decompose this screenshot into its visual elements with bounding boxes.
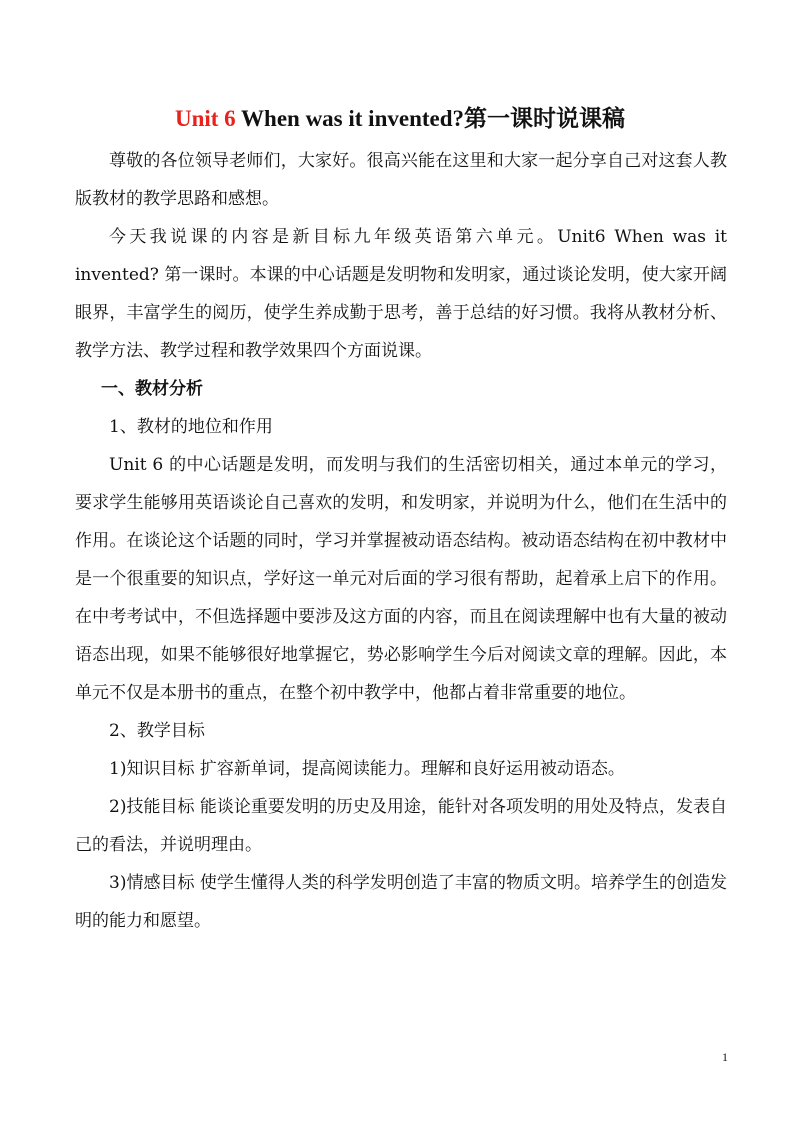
paragraph-position-role: Unit 6 的中心话题是发明，而发明与我们的生活密切相关，通过本单元的学习，要求学生能够用英语谈论自己喜欢的发明，和发明家，并说明为什么，他们在生活中的作用。在谈论这个话题的同时，学习并掌握被动语态结构。被动语态结构在初中教材中是一个很重要的知识点，学好这一单元对后面的学习很有帮助，起着承上启下的作用。在中考考试中，不但选择题中要涉及这方面的内容，而且在阅读理解中也有大量的被动语态出现，如果不能够很好地掌握它，势必影响学生今后对阅读文章的理解。因此，本单元不仅是本册书的重点，在整个初中教学中，他都占着非常重要的地位。 bbox=[75, 455, 727, 703]
subheading-teaching-goals: 2、教学目标 bbox=[109, 721, 205, 741]
subheading-position-role: 1、教材的地位和作用 bbox=[109, 417, 273, 437]
paragraph-greeting: 尊敬的各位领导老师们，大家好。很高兴能在这里和大家一起分享自己对这套人教版教材的教学思路和感想。 bbox=[75, 151, 727, 209]
paragraph-knowledge-goal: 1)知识目标 扩容新单词，提高阅读能力。理解和良好运用被动语态。 bbox=[109, 759, 625, 779]
title-text: When was it invented?第一课时说课稿 bbox=[235, 106, 626, 131]
document-title bbox=[0, 104, 800, 134]
document-body bbox=[75, 142, 727, 940]
paragraph-skill-goal: 2)技能目标 能谈论重要发明的历史及用途，能针对各项发明的用处及特点，发表自己的看法，并说明理由。 bbox=[75, 797, 727, 855]
title-unit-label: Unit 6 bbox=[174, 106, 236, 131]
paragraph-introduction: 今天我说课的内容是新目标九年级英语第六单元。Unit6 When was it invented? 第一课时。本课的中心话题是发明物和发明家，通过谈论发明，使大家开阔眼界，丰富学生的阅历，使学生养成勤于思考，善于总结的好习惯。我将从教材分析、教学方法、教学过程和教学效果四个方面说课。 bbox=[75, 227, 727, 361]
paragraph-emotion-goal: 3)情感目标 使学生懂得人类的科学发明创造了丰富的物质文明。培养学生的创造发明的能力和愿望。 bbox=[75, 873, 727, 931]
section-heading-material-analysis: 一、教材分析 bbox=[101, 379, 203, 399]
page-number: 1 bbox=[722, 1050, 728, 1064]
